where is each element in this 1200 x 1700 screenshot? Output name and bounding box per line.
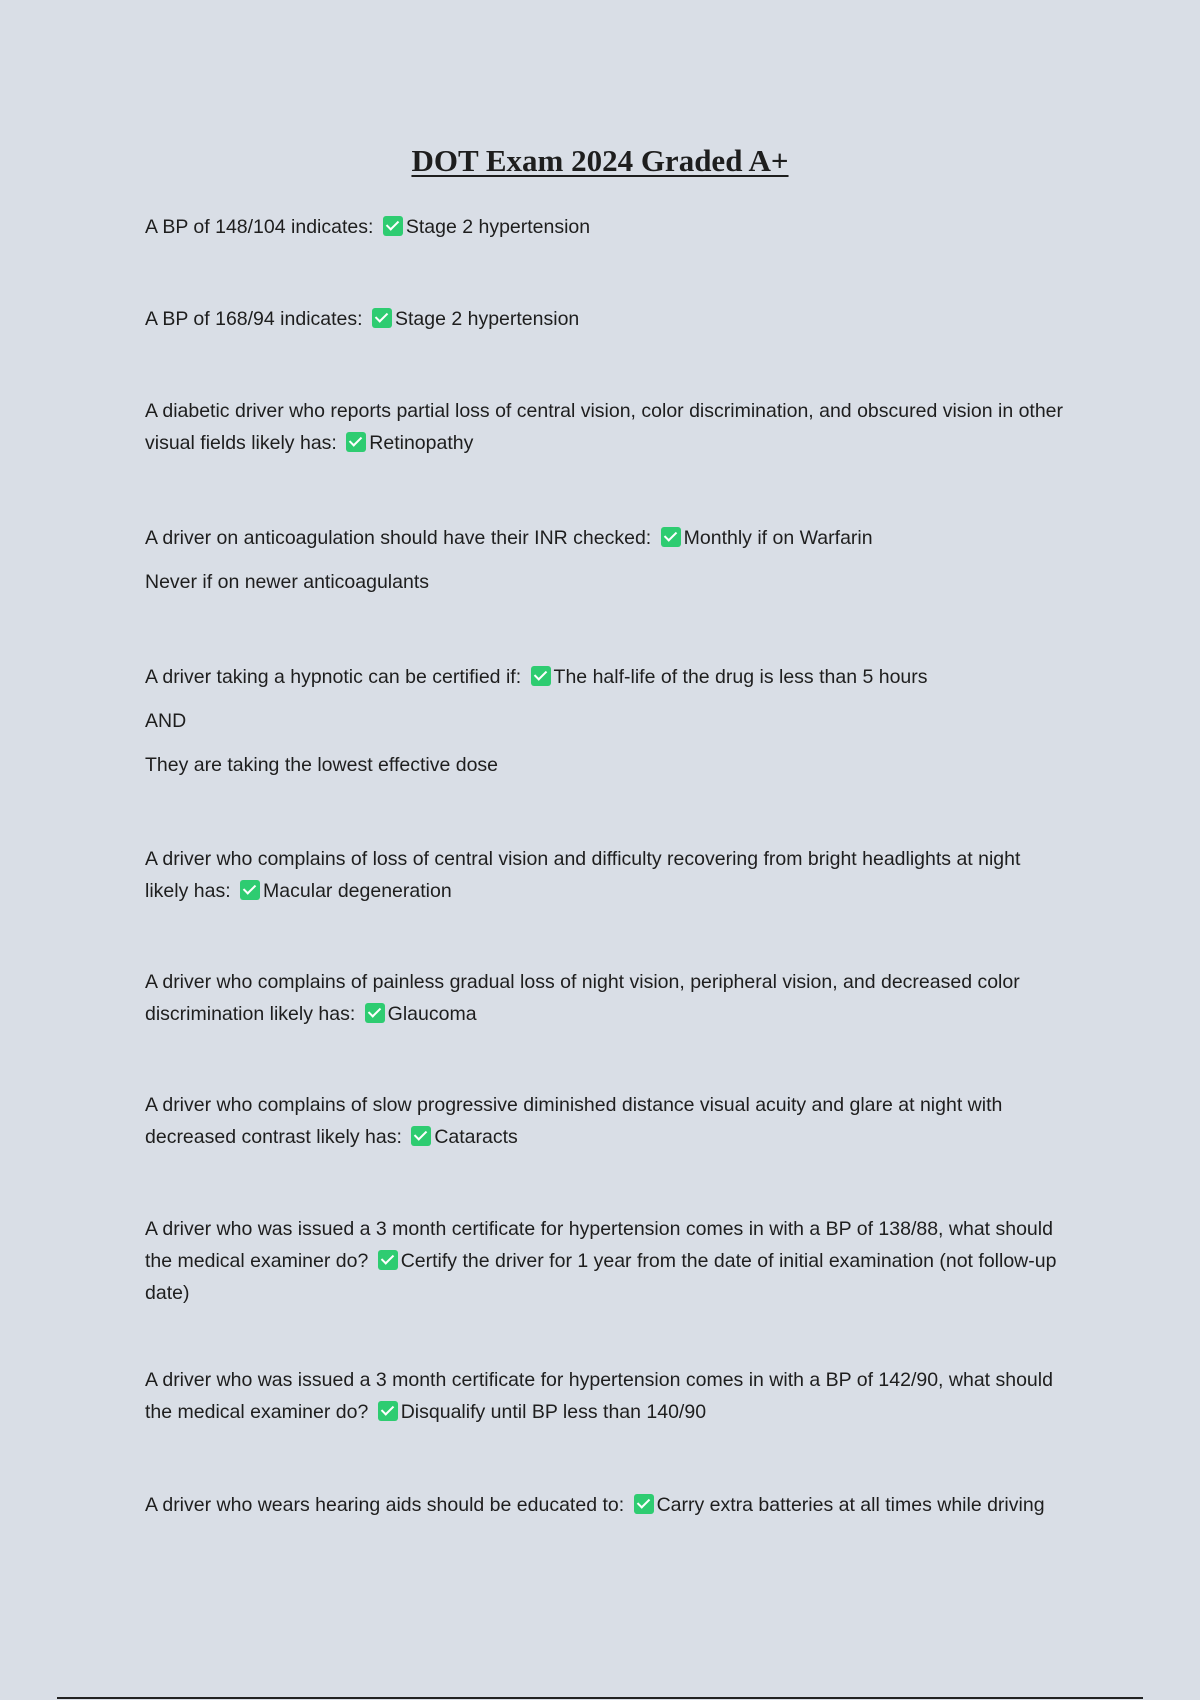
answer-text: The half-life of the drug is less than 5 hours [553,666,928,688]
qa-item [145,1489,1065,1521]
answer-text: Certify the driver for 1 year from the date of initial examination (not follow-up date) [145,1250,1057,1304]
qa-item [145,522,1065,598]
answer-continuation: Never if on newer anticoagulants [145,571,429,593]
qa-item [145,1364,1065,1428]
question-text: A driver who wears hearing aids should be educated to: [145,1494,625,1516]
qa-line [145,522,1065,554]
qa-item [145,395,1065,459]
checkmark-icon [383,216,403,236]
qa-line [145,1089,1065,1153]
answer-text: Stage 2 hypertension [405,216,591,238]
qa-line [145,966,1065,1030]
answer-text: Macular degeneration [263,880,452,902]
qa-line [145,395,1065,459]
question-text: A diabetic driver who reports partial loss of central vision, color discrimination, and obscured vision in other visual fields likely has: [145,400,1064,454]
question-text: A driver on anticoagulation should have their INR checked: [145,527,652,549]
qa-line [145,1364,1065,1428]
answer-continuation: AND [145,710,187,732]
answer-continuation: They are taking the lowest effective dose [145,754,499,776]
checkmark-icon [661,527,681,547]
answer-text: Glaucoma [387,1003,477,1025]
answer-text: Cataracts [434,1126,518,1148]
checkmark-icon [372,308,392,328]
checkmark-icon [378,1401,398,1421]
answer-text: Carry extra batteries at all times while driving [656,1494,1045,1516]
question-text: A driver who complains of loss of central vision and difficulty recovering from bright headlights at night likely has: [145,848,1021,902]
checkmark-icon [634,1494,654,1514]
checkmark-icon [240,880,260,900]
checkmark-icon [531,666,551,686]
qa-item [145,1213,1065,1309]
question-text: A driver who was issued a 3 month certificate for hypertension comes in with a BP of 142/90, what should the medical examiner do? [145,1369,1053,1423]
question-text: A driver who was issued a 3 month certificate for hypertension comes in with a BP of 138/88, what should the medical examiner do? [145,1218,1053,1272]
qa-item [145,661,1065,781]
qa-line [145,1489,1065,1521]
answer-text: Monthly if on Warfarin [683,527,873,549]
qa-line [145,211,1065,243]
checkmark-icon [365,1003,385,1023]
answer-text: Retinopathy [369,432,474,454]
qa-line [145,303,1065,335]
answer-text: Stage 2 hypertension [394,308,580,330]
qa-item [145,211,1065,243]
question-text: A driver who complains of slow progressive diminished distance visual acuity and glare at night with decreased contrast likely has: [145,1094,1003,1148]
question-text: A driver taking a hypnotic can be certified if: [145,666,522,688]
footer-divider [57,1697,1143,1699]
question-text: A driver who complains of painless gradual loss of night vision, peripheral vision, and decreased color discrimination likely has: [145,971,1020,1025]
answer-text: Disqualify until BP less than 140/90 [400,1401,707,1423]
qa-item [145,843,1065,907]
checkmark-icon [346,432,366,452]
qa-line [145,1213,1065,1309]
question-text: A BP of 148/104 indicates: [145,216,374,238]
qa-line [145,843,1065,907]
checkmark-icon [411,1126,431,1146]
qa-item [145,966,1065,1030]
checkmark-icon [378,1250,398,1270]
question-text: A BP of 168/94 indicates: [145,308,363,330]
qa-item [145,1089,1065,1153]
qa-line [145,661,1065,693]
qa-item [145,303,1065,335]
page-title: DOT Exam 2024 Graded A+ [411,143,789,178]
